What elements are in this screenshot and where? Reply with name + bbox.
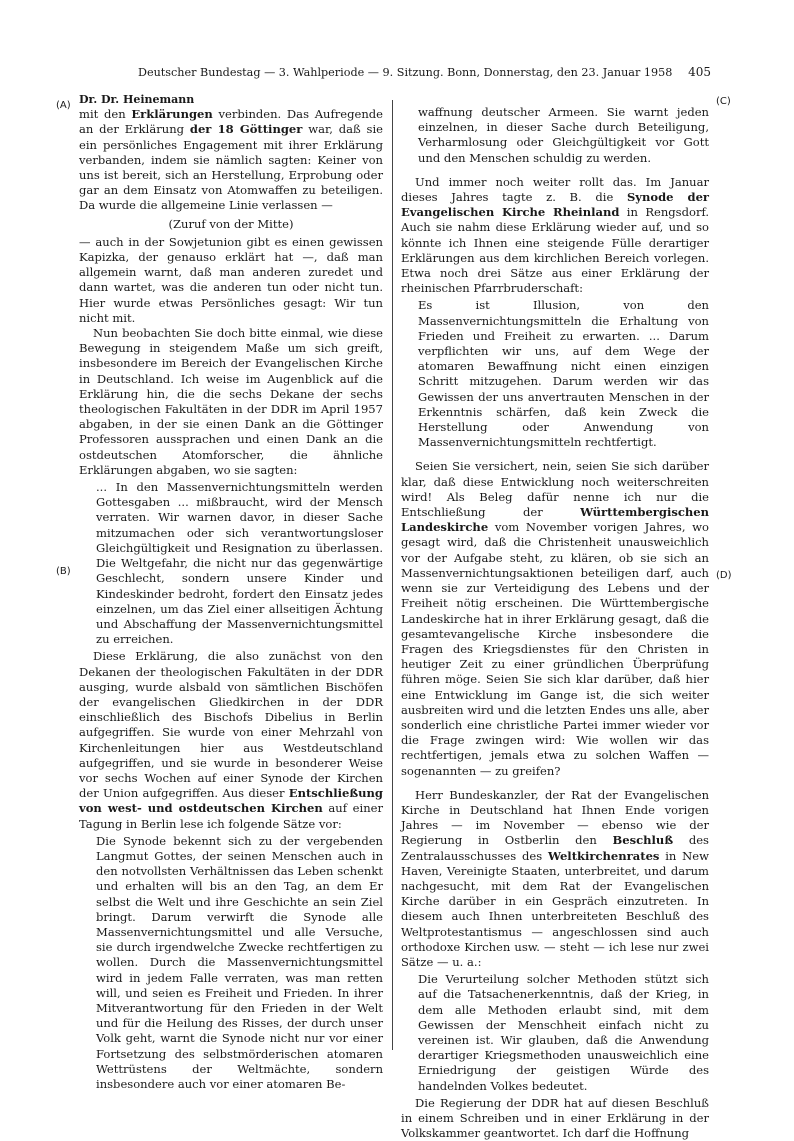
left-column [79,92,383,1094]
quote-dekane: ... In den Massenvernichtungsmitteln werden Gottesgaben ... mißbraucht, wird der Mensch verraten. Wir warnen davor, in dieser Sache mitzumachen oder sich verantwortungsloser Gleichgültigkeit und Resignation zu überlassen. Die Weltgefahr, die nicht nur das gegenwärtige Geschlecht, sondern unsere Kinder und Kindeskinder bedroht, fordert den Einsatz jedes einzelnen, um das Ziel einer allseitigen Ächtung und Abschaffung der Massenvernichtungsmittel zu erreichen. [96,480,383,647]
speaker-name: Dr. Dr. Heinemann [79,93,195,106]
margin-mark-a: (A) [56,100,71,111]
running-header [138,66,711,82]
paragraph-3: Nun beobachten Sie doch bitte einmal, wie diese Bewegung in steigendem Maße um sich greift, insbesondere im Bereich der Evangelischen Kirche in Deutschland. Ich weise im Augenblick auf die Erklärung hin, die die sechs Dekane der sechs theologischen Fakultäten in der DDR im April 1957 abgaben, in der sie einen Dank an die Göttinger Professoren aussprachen und einen Dank an die ostdeutschen Atomforscher, die ähnliche Erklärungen abgaben, wo sie sagten: [79,326,383,477]
emphasis-erklaerungen: Erklärungen [131,107,213,122]
emphasis-wuerttemberg: Württembergischen Landeskirche [401,505,709,535]
quote-synode-continued: waffnung deutscher Armeen. Sie warnt jeden einzelnen, in dieser Sache durch Beteiligung, Verharmlosung oder Gleichgültigkeit vor Gott und den Menschen schuldig zu werden. [418,105,709,165]
emphasis-beschluss: Beschluß [612,833,674,848]
quote-pfarrbruderschaft: Es ist Illusion, von den Massenvernichtungsmitteln die Erhaltung von Frieden und Freiheit zu erwarten. ... Darum verpflichten wir uns, auf dem Wege der atomaren Bewaffnung nicht einen einzigen Schritt mitzugehen. Darum werden wir das Gewissen der uns anvertrauten Menschen in der Erkenntnis schärfen, daß kein Zweck die Herstellung oder Anwendung von Massenvernichtungsmitteln rechtfertigt. [418,298,709,450]
running-head-text: Deutscher Bundestag — 3. Wahlperiode — 9. Sitzung. Bonn, Donnerstag, den 23. Januar 1958 [138,66,673,79]
margin-mark-d: (D) [716,570,732,581]
emphasis-entschliessung: Entschließung von west- und ostdeutschen Kirchen [79,786,383,816]
paragraph-4: Diese Erklärung, die also zunächst von den Dekanen der theologischen Fakultäten in der DDR ausging, wurde alsbald von sämtlichen Bischöfen der evangelischen Gliedkirchen in der DDR einschließlich des Bischofs Dibelius in Berlin aufgegriffen. Sie wurde von einer Mehrzahl von Kirchenleitungen hier aus Westdeutschland aufgegriffen, und sie wurde in besonderer Weise vor sechs Wochen auf einer Synode der Kirchen der Union aufgegriffen. Aus dieser Entschließung von west- und ostdeutschen Kirchen auf einer Tagung in Berlin lese ich folgende Sätze vor: [79,649,383,831]
paragraph-5: Und immer noch weiter rollt das. Im Januar dieses Jahres tagte z. B. die Synode der Evangelischen Kirche Rheinland in Rengsdorf. Auch sie nahm diese Erklärung wieder auf, und so könnte ich Ihnen eine steigende Fülle derartiger Erklärungen aus dem kirchlichen Bereich vorlegen. Etwa noch drei Sätze aus einer Erklärung der rheinischen Pfarrbruderschaft: [401,174,710,296]
paragraph-7: Herr Bundeskanzler, der Rat der Evangelischen Kirche in Deutschland hat Ihnen Ende vorigen Jahres — im November — ebenso wie der Regierung in Ostberlin den Beschluß des Zentralausschusses des Weltkirchenrates in New Haven, Vereinigte Staaten, unterbreitet, und darum nachgesucht, mit dem Rat der Evangelischen Kirche darüber in ein Gespräch einzutreten. In diesem auch Ihnen unterbreiteten Beschluß des Weltprotestantismus — angeschlossen sind auch orthodoxe Kirchen usw. — steht — ich lese nur zwei Sätze — u. a.: [401,787,709,969]
paragraph-6: Seien Sie versichert, nein, seien Sie sich darüber klar, daß diese Entwicklung noch weiterschreiten wird! Als Beleg dafür nenne ich nur die Entschließung der Württembergischen Landeskirche vom November vorigen Jahres, wo gesagt wird, daß die Christenheit unausweichlich vor der Aufgabe steht, zu klären, ob sie sich an Massenvernichtungsaktionen beteiligen darf, auch wenn sie zur Verteidigung des Lebens und der Freiheit nötig erscheinen. Die Württembergische Landeskirche hat in ihrer Erklärung gesagt, daß die gesamtevangelische Kirche insbesondere die Fragen des Kriegsdienstes für den Christen in heutiger Zeit zu einer gründlichen Überprüfung führen möge. Seien Sie sich klar darüber, daß hier eine Entwicklung im Gange ist, die sich weiter ausbreiten wird und die letzten Endes uns alle, aber sonderlich eine christliche Partei immer wieder vor die Frage zwingen wird: Wie wollen wir das rechtfertigen, jemals etwa zu solchen Waffen — sogenannten — zu greifen? [401,459,709,778]
margin-mark-b: (B) [56,566,71,577]
paragraph-1: mit den Erklärungen verbinden. Das Aufregende an der Erklärung der 18 Göttinger war, daß sie ein persönliches Engagement mit ihrer Erklärung verbanden, indem sie nämlich sagten: Keiner von uns ist bereit, sich an Herstellung, Erprobung oder gar an dem Einsatz von Atomwaffen zu beteiligen. Da wurde die allgemeine Linie verlassen — [79,107,383,213]
page-number: 405 [688,65,711,79]
paragraph-8: Die Regierung der DDR hat auf diesen Beschluß in einem Schreiben und in einer Erklärung in der Volkskammer geantwortet. Ich darf die Hoffnung [401,1095,709,1141]
emphasis-synode-rheinland: Synode der Evangelischen Kirche Rheinland [401,190,710,220]
quote-synode: Die Synode bekennt sich zu der vergebenden Langmut Gottes, der seinen Menschen auch in den notvollsten Verhältnissen das Leben schenkt und erhalten will bis an den Tag, an dem Er selbst die Welt und ihre Geschichte an sein Ziel bringt. Darum verwirft die Synode alle Massenvernichtungsmittel und alle Versuche, sie durch irgendwelche Zwecke rechtfertigen zu wollen. Durch die Massenvernichtungsmittel wird in jedem Falle verraten, was man retten will, und seien es Freiheit und Frieden. In ihrer Mitverantwortung für den Frieden in der Welt und für die Heilung des Risses, der durch unser Volk geht, warnt die Synode nicht nur vor einer Fortsetzung des selbstmörderischen atomaren Wettrüstens der Weltmächte, sondern insbesondere auch vor einer atomaren Be- [96,833,383,1091]
emphasis-goettinger: der 18 Göttinger [189,122,303,137]
column-divider [392,100,393,1050]
quote-weltkirchenrat: Die Verurteilung solcher Methoden stützt sich auf die Tatsachenerkenntnis, daß der Krieg, in dem alle Methoden erlaubt sind, mit dem Gewissen der Menschheit einfach nicht zu vereinen ist. Wir glauben, daß die Anwendung derartiger Kriegsmethoden unausweichlich eine Erniedrigung der geistigen Würde des handelnden Volkes bedeutet. [418,972,709,1093]
right-column [401,105,709,1141]
emphasis-weltkirchenrat: Weltkirchenrates [547,848,660,863]
interjection: (Zuruf von der Mitte) [168,216,294,231]
margin-mark-c: (C) [716,96,731,107]
paragraph-2: — auch in der Sowjetunion gibt es einen gewissen Kapizka, der genauso erklärt hat —, daß man allgemein warnt, daß man anderen zuredet und dann wartet, was die anderen tun oder nicht tun. Hier wurde etwas Persönliches gesagt: Wir tun nicht mit. [79,234,383,325]
